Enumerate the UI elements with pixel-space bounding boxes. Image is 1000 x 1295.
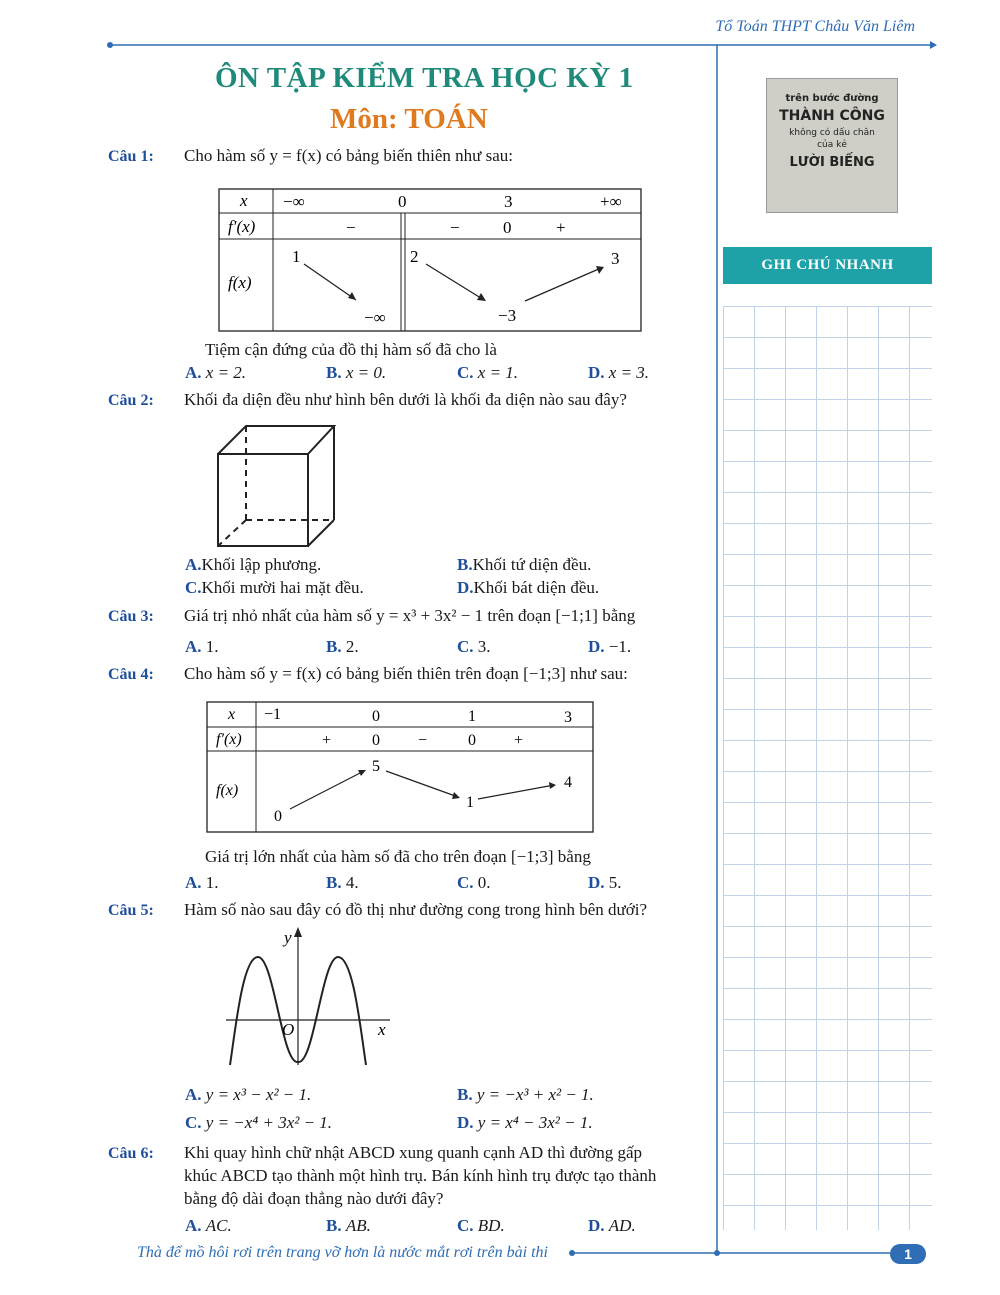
option-letter: A. — [185, 555, 202, 574]
option-text: 4. — [345, 873, 359, 892]
option-text: Khối bát diện đều. — [473, 578, 600, 597]
t1-f-2: 2 — [410, 247, 419, 266]
quick-notes-header: GHI CHÚ NHANH — [723, 247, 932, 284]
option-letter: C. — [185, 578, 202, 597]
option-text: Khối lập phương. — [201, 555, 322, 574]
q5-option-a[interactable] — [185, 1085, 311, 1105]
q4-option-a[interactable] — [185, 873, 219, 893]
option-text: AB. — [345, 1216, 371, 1235]
option-letter: D. — [588, 363, 605, 382]
q5-option-b[interactable] — [457, 1085, 594, 1105]
q4-option-c[interactable] — [457, 873, 491, 893]
option-text: x = 0. — [345, 363, 387, 382]
t2-fp-0: + — [322, 732, 332, 749]
option-letter: B. — [457, 1085, 473, 1104]
option-letter: D. — [457, 578, 474, 597]
book-line-1: trên bước đường — [785, 93, 879, 104]
option-text: 0. — [477, 873, 491, 892]
t1-row-fp: f′(x) — [228, 217, 256, 236]
question-4-followup: Giá trị lớn nhất của hàm số đã cho trên đoạn [−1;3] bằng — [205, 847, 591, 866]
question-1-label: Câu 1: — [108, 148, 154, 165]
graph-origin-label: O — [282, 1020, 295, 1039]
option-letter: C. — [457, 637, 474, 656]
q5-option-d[interactable] — [457, 1113, 593, 1133]
option-text: x = 3. — [608, 363, 650, 382]
q6-option-c[interactable] — [457, 1216, 505, 1236]
t1-fp-1: − — [450, 218, 460, 237]
t2-fp-1: 0 — [372, 732, 380, 749]
option-text: BD. — [477, 1216, 505, 1235]
question-1-followup: Tiệm cận đứng của đồ thị hàm số đã cho là — [205, 340, 497, 359]
t2-x-3: 3 — [564, 709, 572, 726]
option-letter: C. — [185, 1113, 202, 1132]
footer-quote: Thà để mồ hôi rơi trên trang vỡ hơn là nước mắt rơi trên bài thi — [137, 1244, 548, 1261]
t1-f-4: 3 — [611, 249, 620, 268]
question-1-text: Cho hàm số y = f(x) có bảng biến thiên như sau: — [184, 146, 513, 165]
t2-x-2: 1 — [468, 708, 476, 725]
t2-row-fp: f′(x) — [216, 731, 242, 748]
q6-option-a[interactable] — [185, 1216, 232, 1236]
option-letter: C. — [457, 873, 474, 892]
book-line-5: LƯỜI BIẾNG — [789, 155, 875, 170]
option-letter: B. — [326, 873, 342, 892]
option-letter: A. — [185, 873, 202, 892]
option-text: y = −x³ + x² − 1. — [476, 1085, 594, 1104]
option-letter: B. — [326, 1216, 342, 1235]
question-2-text: Khối đa diện đều như hình bên dưới là khối đa diện nào sau đây? — [184, 390, 627, 409]
q3-option-d[interactable] — [588, 637, 631, 657]
option-text: y = x³ − x² − 1. — [205, 1085, 312, 1104]
t1-fp-2: 0 — [503, 218, 512, 237]
variation-table-1 — [218, 188, 644, 334]
t1-f-1: −∞ — [364, 308, 386, 327]
option-text: Khối mười hai mặt đều. — [201, 578, 364, 597]
t1-row-x: x — [240, 191, 248, 210]
page-number: 1 — [890, 1244, 926, 1264]
option-letter: A. — [185, 363, 202, 382]
option-letter: B. — [457, 555, 473, 574]
t2-row-x: x — [228, 706, 236, 723]
t2-f-0: 0 — [274, 808, 282, 825]
q2-option-a[interactable] — [185, 555, 321, 575]
option-text: y = −x⁴ + 3x² − 1. — [205, 1113, 333, 1132]
q6-option-b[interactable] — [326, 1216, 371, 1236]
q3-option-b[interactable] — [326, 637, 359, 657]
question-3-text: Giá trị nhỏ nhất của hàm số y = x³ + 3x² − 1 trên đoạn [−1;1] bằng — [184, 606, 636, 625]
option-text: 2. — [345, 637, 359, 656]
option-letter: C. — [457, 1216, 474, 1235]
motivation-book-image — [766, 78, 898, 213]
option-letter: D. — [588, 873, 605, 892]
question-5-label: Câu 5: — [108, 902, 154, 919]
t1-fp-0: − — [346, 218, 356, 237]
q2-option-b[interactable] — [457, 555, 591, 575]
page-title: ÔN TẬP KIỂM TRA HỌC KỲ 1 — [215, 62, 634, 94]
book-line-3: không có dấu chân — [789, 128, 875, 138]
option-text: x = 1. — [477, 363, 519, 382]
q1-option-d[interactable] — [588, 363, 649, 383]
book-line-2: THÀNH CÔNG — [779, 108, 885, 124]
q3-option-a[interactable] — [185, 637, 219, 657]
option-letter: A. — [185, 1085, 202, 1104]
t1-f-3: −3 — [498, 306, 517, 325]
option-text: AD. — [608, 1216, 636, 1235]
q1-option-b[interactable] — [326, 363, 386, 383]
t1-x-0: −∞ — [283, 192, 305, 211]
option-letter: A. — [185, 637, 202, 656]
question-3-label: Câu 3: — [108, 608, 154, 625]
t2-fp-2: − — [418, 732, 428, 749]
t1-x-2: 3 — [504, 192, 513, 211]
option-letter: A. — [185, 1216, 202, 1235]
question-5-text: Hàm số nào sau đây có đồ thị như đường cong trong hình bên dưới? — [184, 900, 647, 919]
option-text: 1. — [205, 637, 219, 656]
t1-fp-3: + — [556, 218, 566, 237]
option-letter: D. — [457, 1113, 474, 1132]
t2-fp-4: + — [514, 732, 524, 749]
option-letter: D. — [588, 637, 605, 656]
q5-option-c[interactable] — [185, 1113, 332, 1133]
q1-option-c[interactable] — [457, 363, 518, 383]
option-text: −1. — [608, 637, 632, 656]
t2-f-2: 1 — [466, 794, 474, 811]
book-line-4: của kẻ — [817, 140, 847, 150]
q2-option-d[interactable] — [457, 578, 599, 598]
t2-row-f: f(x) — [216, 782, 239, 799]
question-6-label: Câu 6: — [108, 1145, 154, 1162]
q2-option-c[interactable] — [185, 578, 364, 598]
t2-x-1: 0 — [372, 708, 380, 725]
cube-figure — [212, 422, 340, 552]
option-text: Khối tứ diện đều. — [472, 555, 592, 574]
notes-grid[interactable] — [723, 306, 932, 1230]
option-letter: B. — [326, 363, 342, 382]
t2-f-3: 4 — [564, 774, 572, 791]
q1-option-a[interactable] — [185, 363, 246, 383]
graph-y-label: y — [284, 928, 292, 947]
q4-option-d[interactable] — [588, 873, 622, 893]
option-text: AC. — [205, 1216, 232, 1235]
option-letter: B. — [326, 637, 342, 656]
option-text: y = x⁴ − 3x² − 1. — [477, 1113, 593, 1132]
t1-row-f: f(x) — [228, 273, 252, 292]
function-graph — [218, 925, 398, 1070]
t1-f-0: 1 — [292, 247, 301, 266]
variation-table-2 — [206, 701, 596, 835]
t2-fp-3: 0 — [468, 732, 476, 749]
option-text: 5. — [608, 873, 622, 892]
t1-x-1: 0 — [398, 192, 407, 211]
subject-title: Môn: TOÁN — [330, 103, 488, 135]
option-text: x = 2. — [205, 363, 247, 382]
q3-option-c[interactable] — [457, 637, 491, 657]
option-letter: C. — [457, 363, 474, 382]
school-name: Tổ Toán THPT Châu Văn Liêm — [715, 18, 915, 35]
question-6-line-3: bằng độ dài đoạn thẳng nào dưới đây? — [184, 1189, 444, 1208]
t1-x-3: +∞ — [600, 192, 622, 211]
question-4-label: Câu 4: — [108, 666, 154, 683]
t2-f-1: 5 — [372, 758, 380, 775]
q4-option-b[interactable] — [326, 873, 359, 893]
option-text: 1. — [205, 873, 219, 892]
question-2-label: Câu 2: — [108, 392, 154, 409]
question-6-line-1: Khi quay hình chữ nhật ABCD xung quanh cạnh AD thì đường gấp — [184, 1143, 643, 1162]
t2-x-0: −1 — [264, 706, 282, 723]
option-text: 3. — [477, 637, 491, 656]
question-6-line-2: khúc ABCD tạo thành một hình trụ. Bán kính hình trụ được tạo thành — [184, 1166, 657, 1185]
q6-option-d[interactable] — [588, 1216, 636, 1236]
question-4-text: Cho hàm số y = f(x) có bảng biến thiên trên đoạn [−1;3] như sau: — [184, 664, 628, 683]
graph-x-label: x — [378, 1020, 386, 1039]
option-letter: D. — [588, 1216, 605, 1235]
